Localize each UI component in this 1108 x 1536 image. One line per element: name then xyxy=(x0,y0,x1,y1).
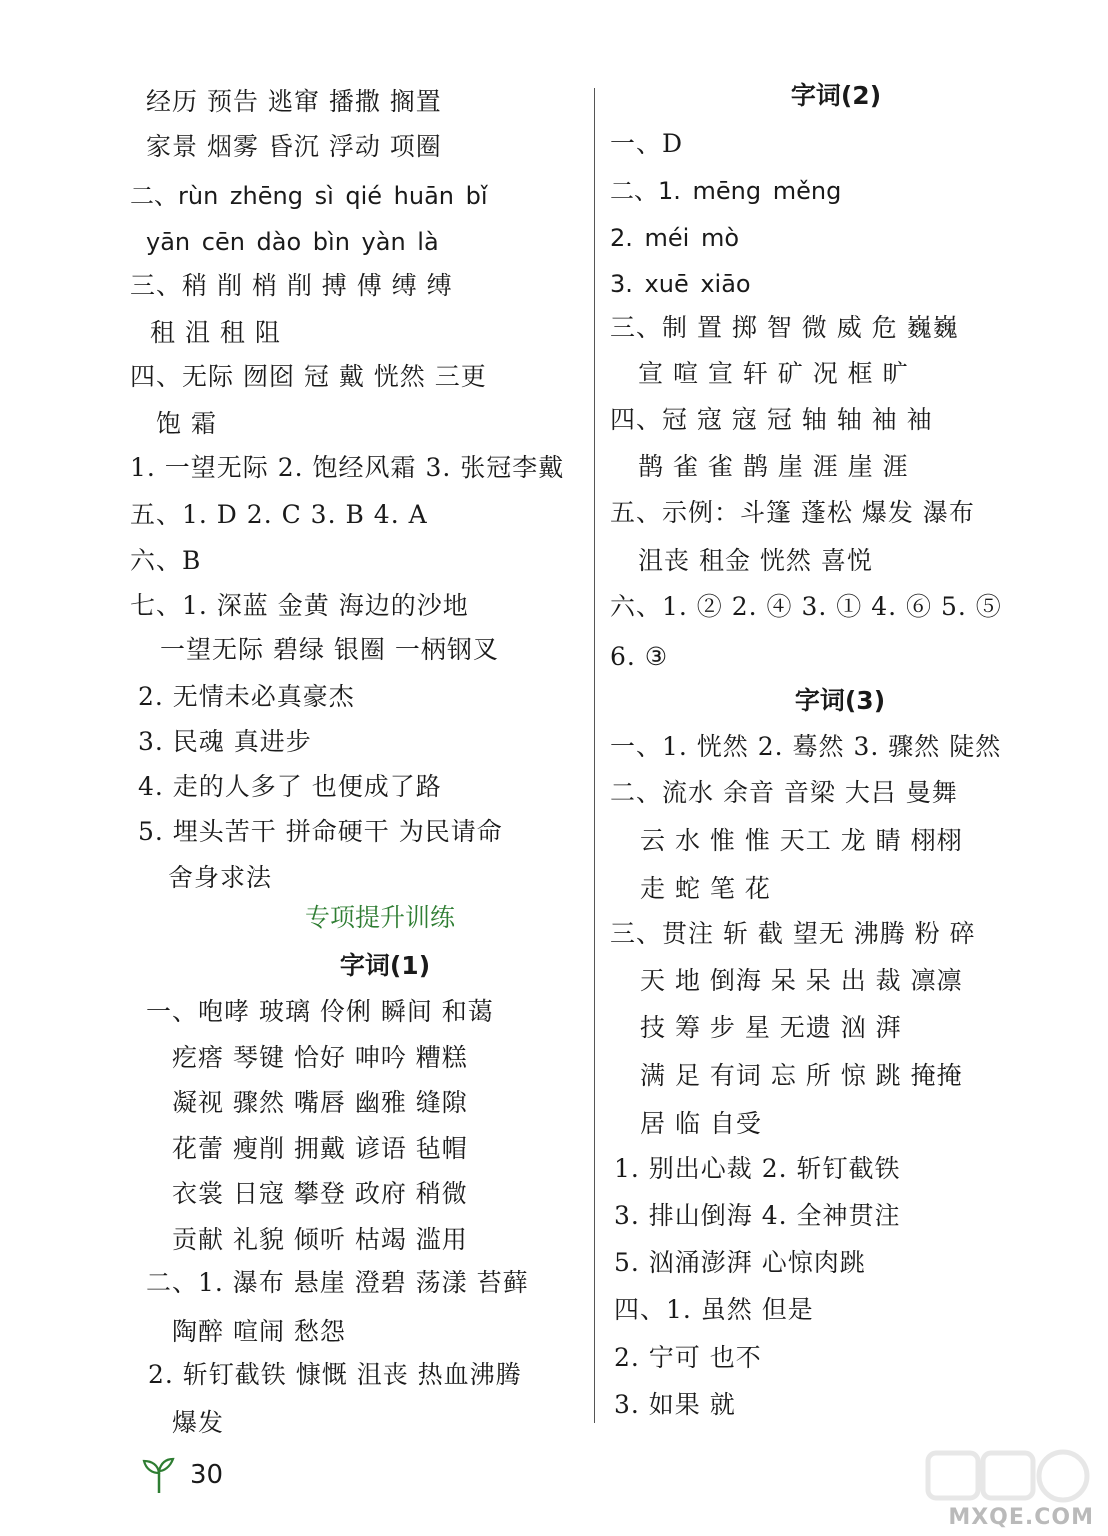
answer-line: 2. 宁可 也不 xyxy=(614,1343,762,1372)
answer-line: 四、冠 寇 寇 冠 轴 轴 袖 袖 xyxy=(610,405,933,434)
column-divider xyxy=(594,88,595,1423)
watermark-text: MXQE.COM xyxy=(948,1505,1094,1530)
answer-line: 1. 别出心裁 2. 斩钉截铁 xyxy=(614,1154,901,1183)
answer-line: 六、B xyxy=(130,546,202,575)
answer-line: 3. 排山倒海 4. 全神贯注 xyxy=(614,1201,901,1230)
answer-line: 疙瘩 琴键 恰好 呻吟 糟糕 xyxy=(172,1043,468,1072)
page-number: 30 xyxy=(190,1460,224,1490)
answer-line: 经历 预告 逃窜 播撒 搁置 xyxy=(146,87,442,116)
answer-line: 技 筹 步 星 无遗 汹 湃 xyxy=(640,1013,902,1042)
answer-line: 衣裳 日寇 攀登 政府 稍微 xyxy=(172,1179,468,1208)
answer-line: 陶醉 喧闹 愁怨 xyxy=(172,1317,346,1346)
answer-line: 3. 如果 就 xyxy=(614,1390,736,1419)
answer-line: 天 地 倒海 呆 呆 出 裁 凛凛 xyxy=(640,966,963,995)
answer-line: 三、稍 削 梢 削 搏 傅 缚 缚 xyxy=(130,271,453,300)
answer-line: 4. 走的人多了 也便成了路 xyxy=(138,772,442,801)
answer-line: 二、流水 余音 音梁 大吕 曼舞 xyxy=(610,778,958,807)
answer-line: 二、1. 瀑布 悬崖 澄碧 荡漾 苔藓 xyxy=(146,1268,529,1297)
answer-line: 租 沮 租 阻 xyxy=(150,318,281,347)
answer-line: 5. 汹涌澎湃 心惊肉跳 xyxy=(614,1248,866,1277)
answer-line: 3. xuē xiāo xyxy=(610,270,751,298)
answer-line: 居 临 自受 xyxy=(640,1109,762,1138)
answer-line: 2. méi mò xyxy=(610,224,740,252)
answer-line: 2. 无情未必真豪杰 xyxy=(138,682,355,711)
answer-line: 花蕾 瘦削 拥戴 谚语 毡帽 xyxy=(172,1134,468,1163)
answer-line: 饱 霜 xyxy=(156,409,217,438)
section-title: 专项提升训练 xyxy=(304,903,455,932)
answer-line: 二、rùn zhēng sì qié huān bǐ xyxy=(130,182,488,210)
answer-line: 舍身求法 xyxy=(168,863,273,892)
answer-line: 沮丧 租金 恍然 喜悦 xyxy=(638,546,873,575)
answer-line: 五、1. D 2. C 3. B 4. A xyxy=(130,500,428,529)
answer-line: 满 足 有词 忘 所 惊 跳 掩掩 xyxy=(640,1061,963,1090)
answer-line: yān cēn dào bìn yàn là xyxy=(146,228,439,256)
answer-line: 6. ③ xyxy=(610,642,669,671)
answer-line: 三、贯注 斩 截 望无 沸腾 粉 碎 xyxy=(610,919,976,948)
answer-line: 1. 一望无际 2. 饱经风霜 3. 张冠李戴 xyxy=(130,453,565,482)
answer-line: 凝视 骤然 嘴唇 幽雅 缝隙 xyxy=(172,1088,468,1117)
answer-line: 一望无际 碧绿 银圈 一柄钢叉 xyxy=(160,635,499,664)
answer-line: 2. 斩钉截铁 慷慨 沮丧 热血沸腾 xyxy=(148,1360,522,1389)
answer-line: 二、1. mēng měng xyxy=(610,177,842,205)
answer-line: 走 蛇 笔 花 xyxy=(640,874,771,903)
answer-line: 贡献 礼貌 倾听 枯竭 滥用 xyxy=(172,1225,468,1254)
answer-line: 鹊 雀 雀 鹊 崖 涯 崖 涯 xyxy=(638,452,909,481)
section-heading: 字词(2) xyxy=(790,81,882,110)
page-footer xyxy=(140,1455,223,1495)
answer-line: 六、1. ② 2. ④ 3. ① 4. ⑥ 5. ⑤ xyxy=(610,592,1002,621)
answer-line: 一、D xyxy=(610,129,684,158)
answer-line: 云 水 惟 惟 天工 龙 睛 栩栩 xyxy=(640,826,963,855)
sprout-icon xyxy=(140,1455,178,1495)
answer-line: 四、1. 虽然 但是 xyxy=(614,1295,814,1324)
answer-line: 七、1. 深蓝 金黄 海边的沙地 xyxy=(130,591,469,620)
answer-line: 三、制 置 掷 智 微 威 危 巍巍 xyxy=(610,313,959,342)
section-heading: 字词(1) xyxy=(339,951,431,980)
answer-line: 四、无际 囫囵 冠 戴 恍然 三更 xyxy=(130,362,487,391)
answer-line: 家景 烟雾 昏沉 浮动 项圈 xyxy=(146,132,442,161)
section-heading: 字词(3) xyxy=(794,686,886,715)
answer-line: 3. 民魂 真进步 xyxy=(138,727,312,756)
answer-line: 5. 埋头苦干 拼命硬干 为民请命 xyxy=(138,817,503,846)
answer-line: 五、示例：斗篷 蓬松 爆发 瀑布 xyxy=(610,498,975,527)
answer-line: 一、1. 恍然 2. 蓦然 3. 骤然 陡然 xyxy=(610,732,1002,761)
answer-line: 爆发 xyxy=(172,1408,225,1437)
answer-line: 宣 喧 宣 轩 矿 况 框 旷 xyxy=(638,359,909,388)
answer-line: 一、咆哮 玻璃 伶俐 瞬间 和蔼 xyxy=(146,997,494,1026)
